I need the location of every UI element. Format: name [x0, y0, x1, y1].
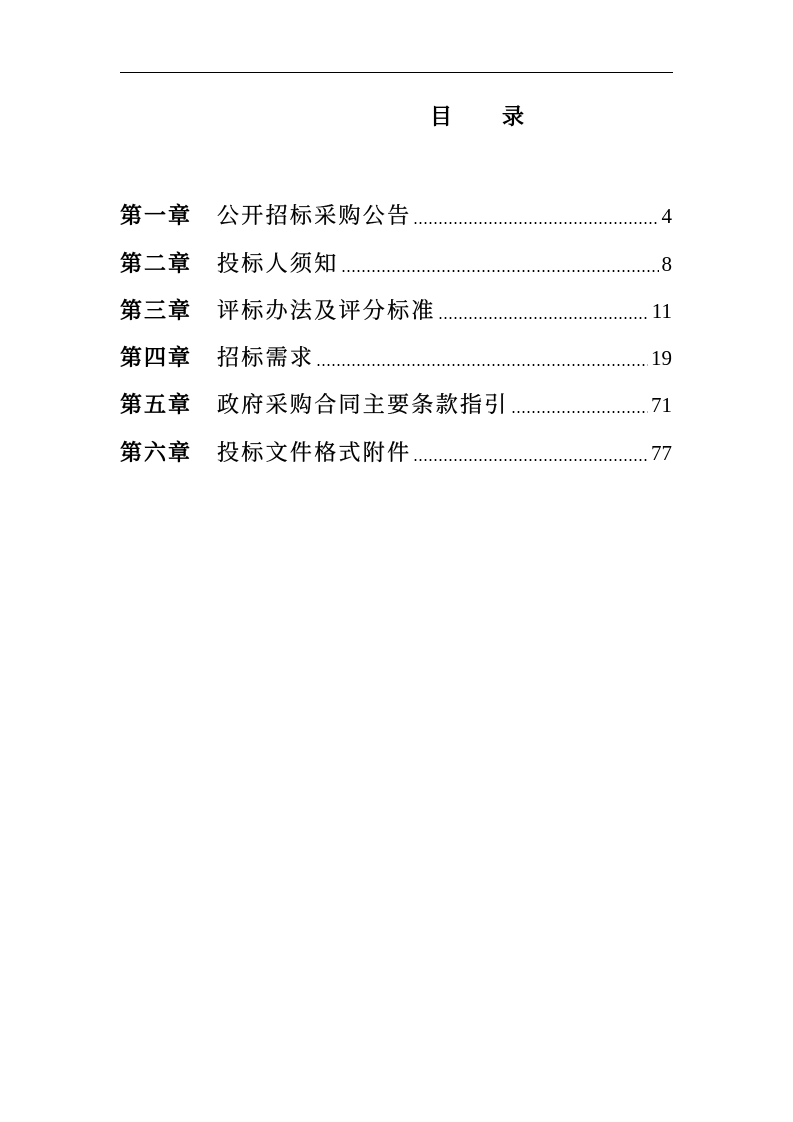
header-rule: [120, 72, 673, 73]
chapter-title: 招标需求: [217, 345, 315, 371]
page-number: 8: [661, 251, 672, 276]
table-of-contents: [120, 197, 672, 481]
toc-entry-chapter-3[interactable]: [120, 292, 672, 339]
page-number: 11: [651, 298, 672, 323]
toc-entry-chapter-5[interactable]: [120, 386, 672, 433]
dot-leader: [413, 456, 648, 462]
chapter-title: 投标文件格式附件: [217, 439, 412, 465]
chapter-label: 第六章: [120, 439, 193, 465]
toc-entry-chapter-4[interactable]: [120, 339, 672, 386]
dot-leader: [413, 219, 658, 225]
toc-entry-chapter-2[interactable]: [120, 244, 672, 291]
chapter-label: 第五章: [120, 392, 193, 418]
dot-leader: [511, 408, 648, 414]
page-number: 71: [651, 393, 672, 418]
chapter-title: 评标办法及评分标准: [217, 297, 436, 323]
chapter-label: 第三章: [120, 297, 193, 323]
chapter-label: 第四章: [120, 345, 193, 371]
toc-title: 目录: [430, 104, 575, 129]
dot-leader: [438, 314, 649, 320]
chapter-label: 第二章: [120, 250, 193, 276]
chapter-title: 公开招标采购公告: [217, 203, 412, 229]
page-number: 4: [661, 204, 672, 229]
toc-entry-chapter-1[interactable]: [120, 197, 672, 244]
toc-entry-chapter-6[interactable]: [120, 433, 672, 480]
chapter-label: 第一章: [120, 203, 193, 229]
page-number: 77: [651, 440, 672, 465]
page-number: 19: [651, 346, 672, 371]
dot-leader: [341, 267, 659, 273]
chapter-title: 投标人须知: [217, 250, 339, 276]
chapter-title: 政府采购合同主要条款指引: [217, 392, 509, 418]
dot-leader: [316, 361, 648, 367]
